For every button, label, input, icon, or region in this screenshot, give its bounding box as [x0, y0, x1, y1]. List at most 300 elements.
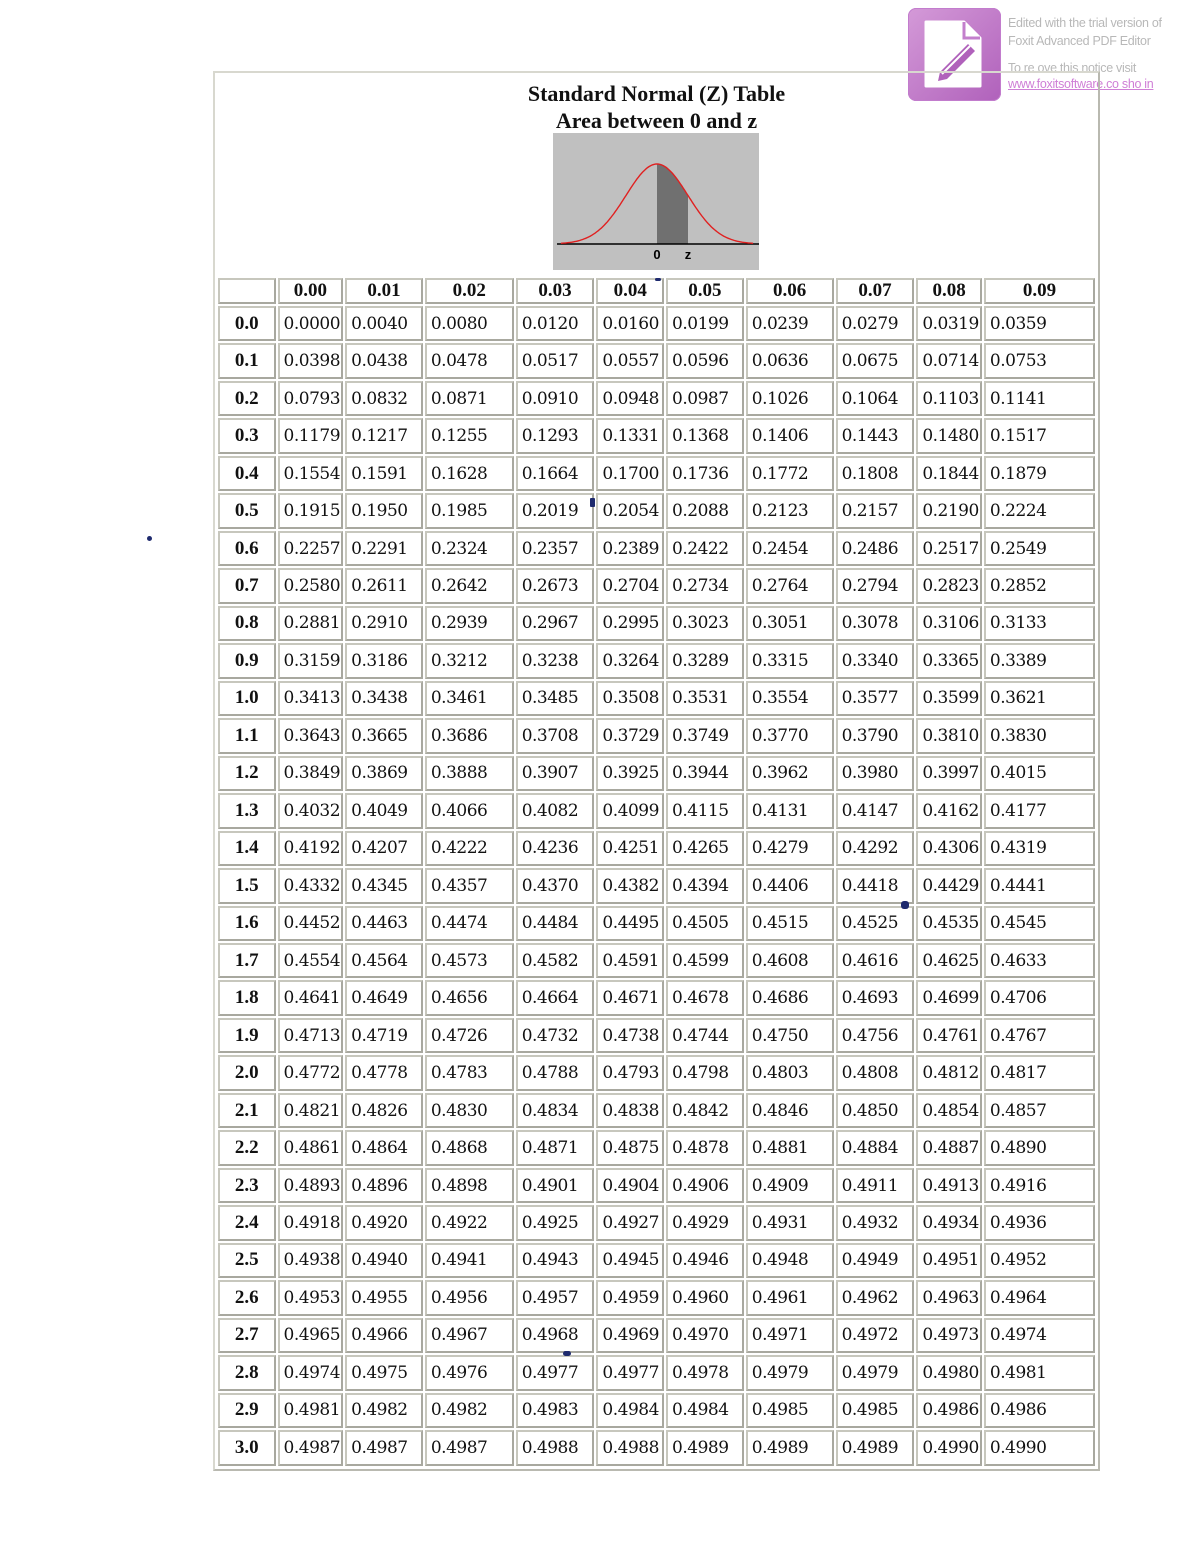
table-cell: 0.4929: [666, 1205, 744, 1240]
table-cell: 0.4332: [278, 868, 344, 903]
table-cell: 0.4484: [516, 906, 595, 941]
z-table: [216, 276, 1097, 1468]
table-cell: 0.3708: [516, 718, 595, 753]
table-cell: 0.4976: [425, 1355, 514, 1390]
table-cell: 0.2549: [984, 531, 1095, 566]
table-cell: 0.0714: [916, 343, 982, 378]
table-cell: 0.4678: [666, 980, 744, 1015]
table-cell: 0.4987: [278, 1430, 344, 1466]
table-cell: 0.4793: [596, 1055, 664, 1090]
row-header-z: 0.2: [218, 381, 276, 416]
table-cell: 0.2257: [278, 531, 344, 566]
table-cell: 0.4890: [984, 1130, 1095, 1165]
column-header: 0.09: [984, 278, 1095, 304]
table-cell: 0.2291: [345, 531, 423, 566]
table-row: [218, 1355, 1095, 1390]
table-cell: 0.4990: [984, 1430, 1095, 1466]
table-cell: 0.3810: [916, 718, 982, 753]
table-cell: 0.1443: [836, 418, 915, 453]
table-cell: 0.4719: [345, 1018, 423, 1053]
table-cell: 0.4881: [746, 1130, 834, 1165]
table-row: [218, 1018, 1095, 1053]
table-cell: 0.3665: [345, 718, 423, 753]
table-cell: 0.1406: [746, 418, 834, 453]
table-row: [218, 1280, 1095, 1315]
shaded-area: [657, 164, 688, 244]
table-cell: 0.4251: [596, 831, 664, 866]
row-header-z: 2.7: [218, 1318, 276, 1353]
table-cell: 0.4345: [345, 868, 423, 903]
table-cell: 0.2734: [666, 568, 744, 603]
table-cell: 0.3264: [596, 643, 664, 678]
table-cell: 0.4306: [916, 831, 982, 866]
row-header-z: 1.3: [218, 793, 276, 828]
table-cell: 0.4236: [516, 831, 595, 866]
table-cell: 0.4988: [596, 1430, 664, 1466]
table-cell: 0.4956: [425, 1280, 514, 1315]
table-cell: 0.4732: [516, 1018, 595, 1053]
column-header: 0.07: [836, 278, 915, 304]
table-cell: 0.4441: [984, 868, 1095, 903]
table-cell: 0.4162: [916, 793, 982, 828]
table-cell: 0.4015: [984, 756, 1095, 791]
table-cell: 0.4920: [345, 1205, 423, 1240]
table-cell: 0.4292: [836, 831, 915, 866]
table-cell: 0.4463: [345, 906, 423, 941]
table-row: [218, 1168, 1095, 1203]
table-cell: 0.3643: [278, 718, 344, 753]
table-cell: 0.4131: [746, 793, 834, 828]
table-cell: 0.4798: [666, 1055, 744, 1090]
table-cell: 0.4875: [596, 1130, 664, 1165]
normal-curve-graphic: [553, 133, 759, 270]
table-cell: 0.3531: [666, 681, 744, 716]
table-cell: 0.4826: [345, 1093, 423, 1128]
table-cell: 0.4850: [836, 1093, 915, 1128]
table-cell: 0.1985: [425, 493, 514, 528]
row-header-z: 3.0: [218, 1430, 276, 1466]
table-cell: 0.3315: [746, 643, 834, 678]
table-cell: 0.4901: [516, 1168, 595, 1203]
table-cell: 0.4896: [345, 1168, 423, 1203]
table-cell: 0.3849: [278, 756, 344, 791]
table-cell: 0.3413: [278, 681, 344, 716]
table-cell: 0.4049: [345, 793, 423, 828]
table-cell: 0.4066: [425, 793, 514, 828]
stray-ink-mark: [901, 901, 909, 909]
table-cell: 0.3749: [666, 718, 744, 753]
table-cell: 0.4980: [916, 1355, 982, 1390]
table-cell: 0.4370: [516, 868, 595, 903]
table-cell: 0.1517: [984, 418, 1095, 453]
table-cell: 0.4147: [836, 793, 915, 828]
table-cell: 0.4582: [516, 943, 595, 978]
table-cell: 0.2910: [345, 606, 423, 641]
table-cell: 0.4032: [278, 793, 344, 828]
table-cell: 0.3554: [746, 681, 834, 716]
table-cell: 0.2852: [984, 568, 1095, 603]
row-header-z: 0.0: [218, 306, 276, 341]
table-cell: 0.4505: [666, 906, 744, 941]
table-cell: 0.0080: [425, 306, 514, 341]
table-row: [218, 606, 1095, 641]
table-cell: 0.4981: [278, 1393, 344, 1428]
table-cell: 0.3212: [425, 643, 514, 678]
table-cell: 0.4977: [596, 1355, 664, 1390]
table-cell: 0.1591: [345, 456, 423, 491]
table-cell: 0.4972: [836, 1318, 915, 1353]
table-cell: 0.4938: [278, 1243, 344, 1278]
table-cell: 0.3869: [345, 756, 423, 791]
table-cell: 0.4871: [516, 1130, 595, 1165]
table-cell: 0.4857: [984, 1093, 1095, 1128]
table-cell: 0.4726: [425, 1018, 514, 1053]
row-header-z: 2.6: [218, 1280, 276, 1315]
stray-ink-mark: [590, 498, 595, 507]
column-header: 0.05: [666, 278, 744, 304]
table-cell: 0.4525: [836, 906, 915, 941]
table-cell: 0.2054: [596, 493, 664, 528]
table-cell: 0.2389: [596, 531, 664, 566]
row-header-z: 0.3: [218, 418, 276, 453]
table-cell: 0.4971: [746, 1318, 834, 1353]
table-cell: 0.3023: [666, 606, 744, 641]
table-cell: 0.4846: [746, 1093, 834, 1128]
table-cell: 0.4515: [746, 906, 834, 941]
table-cell: 0.4989: [746, 1430, 834, 1466]
table-cell: 0.4951: [916, 1243, 982, 1278]
table-cell: 0.4922: [425, 1205, 514, 1240]
table-cell: 0.0000: [278, 306, 344, 341]
table-cell: 0.4927: [596, 1205, 664, 1240]
table-cell: 0.2764: [746, 568, 834, 603]
table-cell: 0.4959: [596, 1280, 664, 1315]
table-cell: 0.2881: [278, 606, 344, 641]
row-header-z: 0.1: [218, 343, 276, 378]
table-cell: 0.4969: [596, 1318, 664, 1353]
table-row: [218, 681, 1095, 716]
table-row: [218, 493, 1095, 528]
table-cell: 0.0596: [666, 343, 744, 378]
table-cell: 0.4616: [836, 943, 915, 978]
table-cell: 0.4834: [516, 1093, 595, 1128]
table-cell: 0.0871: [425, 381, 514, 416]
table-cell: 0.0359: [984, 306, 1095, 341]
table-cell: 0.4099: [596, 793, 664, 828]
table-row: [218, 831, 1095, 866]
row-header-z: 1.1: [218, 718, 276, 753]
row-header-z: 2.5: [218, 1243, 276, 1278]
table-cell: 0.1480: [916, 418, 982, 453]
table-cell: 0.3770: [746, 718, 834, 753]
table-cell: 0.3340: [836, 643, 915, 678]
table-cell: 0.1844: [916, 456, 982, 491]
table-cell: 0.4960: [666, 1280, 744, 1315]
watermark-line-1: Edited with the trial version of: [1008, 16, 1162, 30]
table-cell: 0.4913: [916, 1168, 982, 1203]
column-header: 0.06: [746, 278, 834, 304]
table-cell: 0.3485: [516, 681, 595, 716]
row-header-z: 2.1: [218, 1093, 276, 1128]
table-cell: 0.3508: [596, 681, 664, 716]
table-cell: 0.3980: [836, 756, 915, 791]
table-cell: 0.0675: [836, 343, 915, 378]
table-cell: 0.4686: [746, 980, 834, 1015]
table-cell: 0.4564: [345, 943, 423, 978]
table-cell: 0.4649: [345, 980, 423, 1015]
row-header-z: 0.8: [218, 606, 276, 641]
table-cell: 0.3907: [516, 756, 595, 791]
table-cell: 0.4981: [984, 1355, 1095, 1390]
table-cell: 0.4987: [425, 1430, 514, 1466]
table-cell: 0.4633: [984, 943, 1095, 978]
table-cell: 0.2357: [516, 531, 595, 566]
table-cell: 0.3133: [984, 606, 1095, 641]
table-cell: 0.4778: [345, 1055, 423, 1090]
table-cell: 0.4989: [836, 1430, 915, 1466]
table-cell: 0.2324: [425, 531, 514, 566]
table-cell: 0.3051: [746, 606, 834, 641]
table-cell: 0.1628: [425, 456, 514, 491]
table-cell: 0.4964: [984, 1280, 1095, 1315]
table-cell: 0.4904: [596, 1168, 664, 1203]
row-header-z: 0.9: [218, 643, 276, 678]
table-cell: 0.3729: [596, 718, 664, 753]
table-cell: 0.4911: [836, 1168, 915, 1203]
table-cell: 0.2823: [916, 568, 982, 603]
table-cell: 0.4279: [746, 831, 834, 866]
table-cell: 0.2580: [278, 568, 344, 603]
table-cell: 0.3962: [746, 756, 834, 791]
row-header-z: 2.3: [218, 1168, 276, 1203]
table-cell: 0.3888: [425, 756, 514, 791]
table-cell: 0.4817: [984, 1055, 1095, 1090]
column-header: 0.03: [516, 278, 595, 304]
table-cell: 0.4625: [916, 943, 982, 978]
table-cell: 0.4974: [278, 1355, 344, 1390]
table-cell: 0.0557: [596, 343, 664, 378]
table-cell: 0.4115: [666, 793, 744, 828]
stray-ink-mark: [147, 536, 152, 541]
stray-ink-mark: [563, 1351, 571, 1356]
table-cell: 0.4656: [425, 980, 514, 1015]
table-cell: 0.4864: [345, 1130, 423, 1165]
table-cell: 0.4989: [666, 1430, 744, 1466]
table-cell: 0.4934: [916, 1205, 982, 1240]
page-title: [213, 80, 1100, 134]
column-header: 0.00: [278, 278, 344, 304]
table-cell: 0.4952: [984, 1243, 1095, 1278]
table-cell: 0.4986: [984, 1393, 1095, 1428]
table-cell: 0.4808: [836, 1055, 915, 1090]
table-cell: 0.1736: [666, 456, 744, 491]
table-cell: 0.4970: [666, 1318, 744, 1353]
table-row: [218, 1318, 1095, 1353]
table-cell: 0.4664: [516, 980, 595, 1015]
table-cell: 0.4783: [425, 1055, 514, 1090]
table-cell: 0.0832: [345, 381, 423, 416]
table-cell: 0.4545: [984, 906, 1095, 941]
row-header-z: 2.0: [218, 1055, 276, 1090]
table-cell: 0.4985: [836, 1393, 915, 1428]
table-cell: 0.4925: [516, 1205, 595, 1240]
table-cell: 0.3599: [916, 681, 982, 716]
table-cell: 0.3106: [916, 606, 982, 641]
row-header-z: 0.4: [218, 456, 276, 491]
row-header-z: 1.8: [218, 980, 276, 1015]
title-line-1: Standard Normal (Z) Table: [527, 81, 786, 106]
table-cell: 0.4963: [916, 1280, 982, 1315]
table-row: [218, 793, 1095, 828]
table-cell: 0.4854: [916, 1093, 982, 1128]
table-cell: 0.2224: [984, 493, 1095, 528]
table-cell: 0.4973: [916, 1318, 982, 1353]
table-cell: 0.0319: [916, 306, 982, 341]
table-cell: 0.1217: [345, 418, 423, 453]
table-cell: 0.4357: [425, 868, 514, 903]
table-cell: 0.4961: [746, 1280, 834, 1315]
table-cell: 0.4394: [666, 868, 744, 903]
watermark-link[interactable]: www.foxitsoftware.co sho in: [1008, 77, 1154, 91]
table-row: [218, 343, 1095, 378]
table-cell: 0.4429: [916, 868, 982, 903]
table-row: [218, 1430, 1095, 1466]
table-cell: 0.3186: [345, 643, 423, 678]
label-zero: 0: [653, 247, 661, 262]
table-cell: 0.1103: [916, 381, 982, 416]
table-cell: 0.1255: [425, 418, 514, 453]
watermark-line-2: Foxit Advanced PDF Editor: [1008, 34, 1151, 48]
table-cell: 0.4955: [345, 1280, 423, 1315]
corner-cell: [218, 278, 276, 304]
table-cell: 0.4861: [278, 1130, 344, 1165]
table-cell: 0.4941: [425, 1243, 514, 1278]
table-cell: 0.4984: [596, 1393, 664, 1428]
table-cell: 0.0438: [345, 343, 423, 378]
table-cell: 0.4452: [278, 906, 344, 941]
table-cell: 0.4967: [425, 1318, 514, 1353]
table-cell: 0.4906: [666, 1168, 744, 1203]
table-cell: 0.4988: [516, 1430, 595, 1466]
table-cell: 0.0793: [278, 381, 344, 416]
table-cell: 0.3577: [836, 681, 915, 716]
table-cell: 0.4382: [596, 868, 664, 903]
table-row: [218, 531, 1095, 566]
table-cell: 0.3997: [916, 756, 982, 791]
table-cell: 0.0910: [516, 381, 595, 416]
table-cell: 0.4979: [836, 1355, 915, 1390]
table-cell: 0.4931: [746, 1205, 834, 1240]
watermark-line-3: To re ove this notice visit: [1008, 61, 1137, 75]
table-cell: 0.4535: [916, 906, 982, 941]
table-row: [218, 456, 1095, 491]
table-cell: 0.2995: [596, 606, 664, 641]
table-cell: 0.3159: [278, 643, 344, 678]
table-cell: 0.3461: [425, 681, 514, 716]
table-cell: 0.4738: [596, 1018, 664, 1053]
row-header-z: 2.8: [218, 1355, 276, 1390]
table-cell: 0.4949: [836, 1243, 915, 1278]
normal-curve-figure: [553, 133, 759, 270]
label-z: z: [684, 247, 692, 262]
table-cell: 0.4945: [596, 1243, 664, 1278]
table-cell: 0.4207: [345, 831, 423, 866]
table-cell: 0.4821: [278, 1093, 344, 1128]
table-cell: 0.1879: [984, 456, 1095, 491]
row-header-z: 2.2: [218, 1130, 276, 1165]
row-header-z: 1.9: [218, 1018, 276, 1053]
row-header-z: 1.6: [218, 906, 276, 941]
row-header-z: 1.0: [218, 681, 276, 716]
table-cell: 0.4713: [278, 1018, 344, 1053]
table-cell: 0.2190: [916, 493, 982, 528]
table-cell: 0.4982: [425, 1393, 514, 1428]
table-cell: 0.1664: [516, 456, 595, 491]
table-cell: 0.4838: [596, 1093, 664, 1128]
table-cell: 0.4177: [984, 793, 1095, 828]
table-cell: 0.4884: [836, 1130, 915, 1165]
table-cell: 0.2019: [516, 493, 595, 528]
table-cell: 0.4975: [345, 1355, 423, 1390]
table-cell: 0.4936: [984, 1205, 1095, 1240]
row-header-z: 1.4: [218, 831, 276, 866]
table-row: [218, 568, 1095, 603]
table-cell: 0.4767: [984, 1018, 1095, 1053]
table-cell: 0.3438: [345, 681, 423, 716]
table-cell: 0.4953: [278, 1280, 344, 1315]
table-cell: 0.3790: [836, 718, 915, 753]
table-cell: 0.1331: [596, 418, 664, 453]
table-row: [218, 643, 1095, 678]
row-header-z: 1.2: [218, 756, 276, 791]
table-row: [218, 943, 1095, 978]
table-cell: 0.3925: [596, 756, 664, 791]
table-cell: 0.4966: [345, 1318, 423, 1353]
table-cell: 0.2123: [746, 493, 834, 528]
table-cell: 0.4418: [836, 868, 915, 903]
table-cell: 0.4968: [516, 1318, 595, 1353]
table-cell: 0.4957: [516, 1280, 595, 1315]
column-header: 0.02: [425, 278, 514, 304]
table-cell: 0.0239: [746, 306, 834, 341]
table-row: [218, 756, 1095, 791]
table-cell: 0.2939: [425, 606, 514, 641]
row-header-z: 0.5: [218, 493, 276, 528]
table-cell: 0.0948: [596, 381, 664, 416]
table-cell: 0.1293: [516, 418, 595, 453]
table-cell: 0.4985: [746, 1393, 834, 1428]
table-cell: 0.3389: [984, 643, 1095, 678]
table-cell: 0.1368: [666, 418, 744, 453]
table-row: [218, 980, 1095, 1015]
table-cell: 0.4946: [666, 1243, 744, 1278]
table-cell: 0.0040: [345, 306, 423, 341]
table-row: [218, 1243, 1095, 1278]
table-cell: 0.4803: [746, 1055, 834, 1090]
row-header-z: 0.7: [218, 568, 276, 603]
table-row: [218, 906, 1095, 941]
table-cell: 0.0478: [425, 343, 514, 378]
table-cell: 0.4788: [516, 1055, 595, 1090]
table-cell: 0.4082: [516, 793, 595, 828]
table-cell: 0.2673: [516, 568, 595, 603]
table-cell: 0.4979: [746, 1355, 834, 1390]
table-cell: 0.1026: [746, 381, 834, 416]
table-cell: 0.4641: [278, 980, 344, 1015]
table-row: [218, 1130, 1095, 1165]
table-cell: 0.4192: [278, 831, 344, 866]
table-cell: 0.4495: [596, 906, 664, 941]
